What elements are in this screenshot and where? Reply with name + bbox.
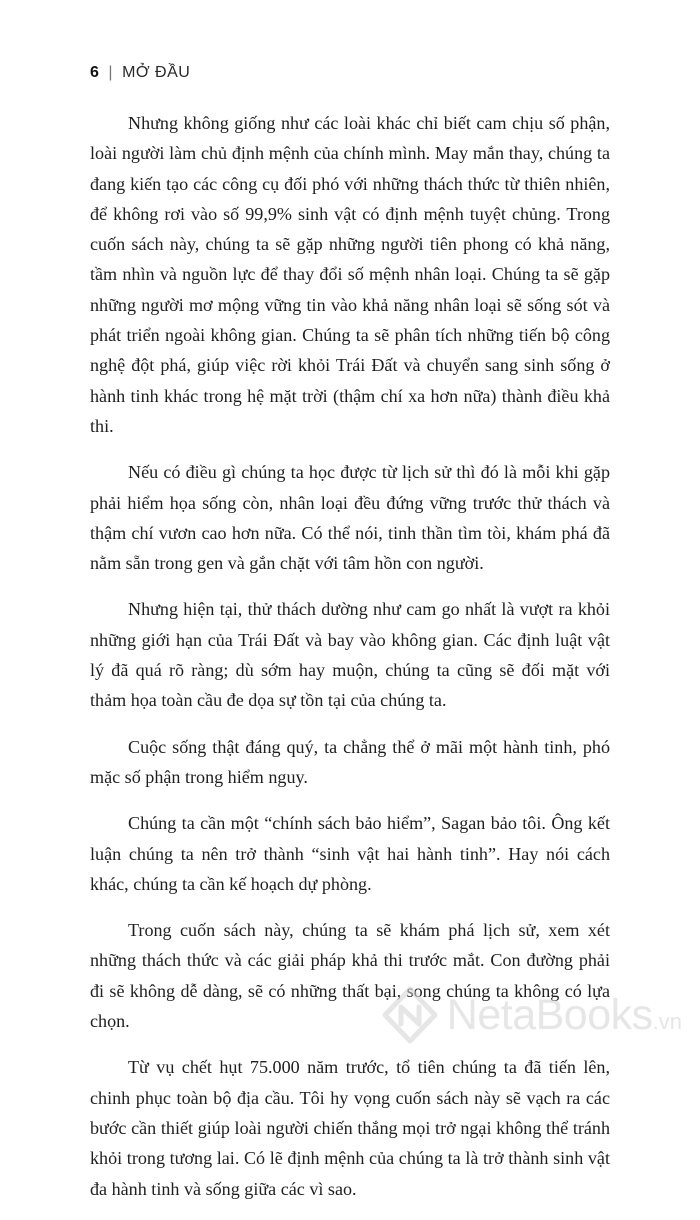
netabooks-logo-icon	[381, 986, 439, 1044]
watermark-brand	[447, 991, 682, 1040]
section-title: MỞ ĐẦU	[122, 64, 191, 81]
paragraph: Chúng ta cần một “chính sách bảo hiểm”, Sagan bảo tôi. Ông kết luận chúng ta nên trở thành “sinh vật hai hành tinh”. Hay nói cách khác, chúng ta cần kế hoạch dự phòng.	[90, 813, 610, 894]
paragraph: Nhưng không giống như các loài khác chỉ biết cam chịu số phận, loài người làm chủ định mệnh của chính mình. May mắn thay, chúng ta đang kiến tạo các công cụ đối phó với những thách thức từ thiên nhiên, để không rơi vào số 99,9% sinh vật có định mệnh tuyệt chủng. Trong cuốn sách này, chúng ta sẽ gặp những người tiên phong có khả năng, tầm nhìn và nguồn lực để thay đổi số mệnh nhân loại. Chúng ta sẽ gặp những người mơ mộng vững tin vào khả năng nhân loại sẽ sống sót và phát triển ngoài không gian. Chúng ta sẽ phân tích những tiến bộ công nghệ đột phá, giúp việc rời khỏi Trái Đất và chuyển sang sinh sống ở hành tinh khác trong hệ mặt trời (thậm chí xa hơn nữa) thành điều khả thi.	[90, 113, 610, 436]
watermark-suffix: .vn	[652, 1008, 682, 1034]
page-number: 6	[90, 64, 100, 81]
paragraph: Từ vụ chết hụt 75.000 năm trước, tổ tiên chúng ta đã tiến lên, chinh phục toàn bộ địa cầu. Tôi hy vọng cuốn sách này sẽ vạch ra các bước cần thiết giúp loài người chiến thắng mọi trở ngại không thể tránh khỏi trong tương lai. Có lẽ định mệnh của chúng ta là trở thành sinh vật đa hành tinh và sống giữa các vì sao.	[90, 1057, 610, 1199]
body-text	[90, 108, 610, 1220]
watermark-brand-name: NetaBooks	[446, 990, 653, 1039]
paragraph: Cuộc sống thật đáng quý, ta chẳng thể ở mãi một hành tinh, phó mặc số phận trong hiểm nguy.	[90, 736, 610, 787]
header-separator: |	[108, 64, 114, 81]
paragraph: Trong cuốn sách này, chúng ta sẽ khám phá lịch sử, xem xét những thách thức và các giải pháp khả thi trước mắt. Con đường phải đi sẽ không dễ dàng, sẽ có những thất bại, song chúng ta không có lựa chọn.	[90, 920, 610, 1032]
watermark	[381, 982, 682, 1048]
paragraph: Nhưng hiện tại, thử thách dường như cam go nhất là vượt ra khỏi những giới hạn của Trái Đất và bay vào không gian. Các định luật vật lý đã quá rõ ràng; dù sớm hay muộn, chúng ta cũng sẽ đối mặt với thảm họa toàn cầu đe dọa sự tồn tại của chúng ta.	[90, 599, 610, 711]
paragraph: Nếu có điều gì chúng ta học được từ lịch sử thì đó là mỗi khi gặp phải hiểm họa sống còn, nhân loại đều đứng vững trước thử thách và thậm chí vươn cao hơn nữa. Có thể nói, tinh thần tìm tòi, khám phá đã nằm sẵn trong gen và gắn chặt với tâm hồn con người.	[90, 462, 610, 574]
running-header	[90, 64, 190, 82]
